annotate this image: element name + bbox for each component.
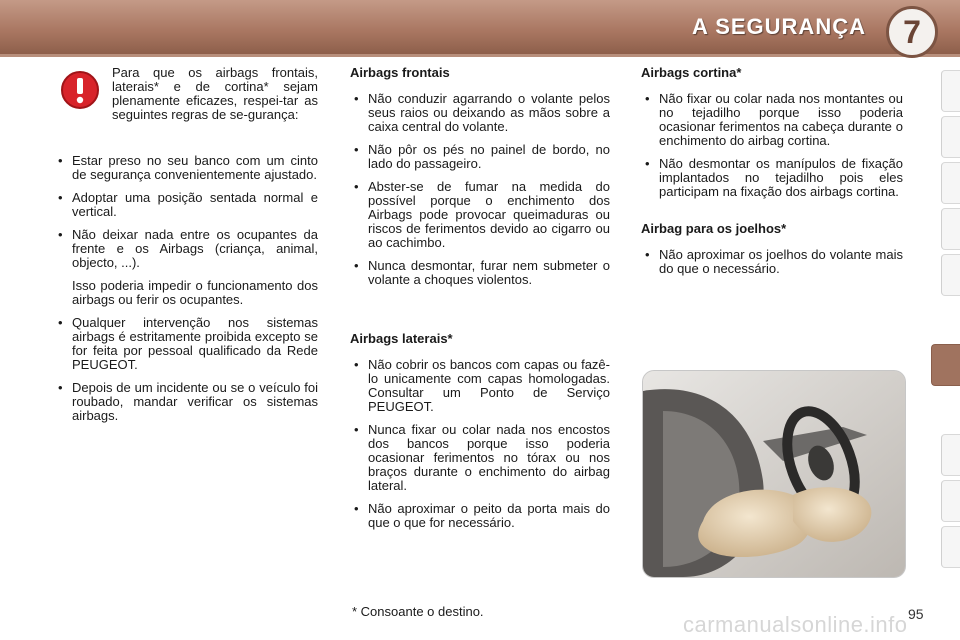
list-item: • Não aproximar os joelhos do volante mais do que o necessário. xyxy=(641,248,903,276)
knee-airbag-illustration xyxy=(642,370,906,578)
list-item: • Não deixar nada entre os ocupantes da frente e os Airbags (criança, animal, objecto, ...). xyxy=(54,228,318,270)
list-item: • Nunca desmontar, furar nem submeter o volante a choques violentos. xyxy=(350,259,610,287)
general-rules-list-2 xyxy=(54,316,318,423)
steering-wheel-airbag-illustration xyxy=(643,371,905,577)
chapter-tab[interactable] xyxy=(941,116,960,158)
general-rules-list xyxy=(54,154,318,270)
list-item: • Adoptar uma posição sentada normal e vertical. xyxy=(54,191,318,219)
frontal-airbags-list xyxy=(350,92,610,287)
chapter-tab[interactable] xyxy=(941,434,960,476)
chapter-tab[interactable] xyxy=(941,526,960,568)
general-rules-column xyxy=(54,154,318,432)
curtain-knee-column xyxy=(641,66,903,285)
footnote: * Consoante o destino. xyxy=(352,604,484,619)
chapter-title: A SEGURANÇA xyxy=(692,14,866,39)
frontal-airbags-heading: Airbags frontais xyxy=(350,65,450,80)
chapter-tab[interactable] xyxy=(941,162,960,204)
watermark: carmanualsonline.info xyxy=(683,612,908,637)
chapter-number-badge: 7 xyxy=(886,6,938,58)
curtain-airbags-list xyxy=(641,92,903,199)
header-divider xyxy=(0,54,960,57)
chapter-tabs xyxy=(938,70,960,570)
list-item: • Estar preso no seu banco com um cinto de segurança convenientemente ajustado. xyxy=(54,154,318,182)
list-item: • Não conduzir agarrando o volante pelos seus raios ou deixando as mãos sobre a caixa central do volante. xyxy=(350,92,610,134)
list-item: • Não desmontar os manípulos de fixação implantados no tejadilho pois eles participam na fixação dos airbags cortina. xyxy=(641,157,903,199)
lateral-airbags-heading: Airbags laterais* xyxy=(350,331,453,346)
list-item: • Qualquer intervenção nos sistemas airbags é estritamente proibida excepto se for feita por pessoal qualificado da Rede PEUGEOT. xyxy=(54,316,318,372)
frontal-lateral-column xyxy=(350,66,610,539)
spacer xyxy=(641,208,903,222)
chapter-tab[interactable] xyxy=(941,254,960,296)
list-item: • Depois de um incidente ou se o veículo foi roubado, mandar verificar os sistemas airbags. xyxy=(54,381,318,423)
chapter-tab-active[interactable] xyxy=(931,344,960,386)
lateral-airbags-list xyxy=(350,358,610,530)
intro-text: Para que os airbags frontais, laterais* e de cortina* sejam plenamente eficazes, respei-tar as seguintes regras de se-gurança: xyxy=(112,65,318,122)
chapter-tab[interactable] xyxy=(941,70,960,112)
warning-icon xyxy=(60,70,100,110)
spacer xyxy=(350,296,610,332)
chapter-tab[interactable] xyxy=(941,480,960,522)
list-item: • Não fixar ou colar nada nos montantes ou no tejadilho porque isso poderia ocasionar ferimentos na cabeça durante o enchimento do airbag cortina. xyxy=(641,92,903,148)
list-item: • Não pôr os pés no painel de bordo, no lado do passageiro. xyxy=(350,143,610,171)
chapter-tab[interactable] xyxy=(941,208,960,250)
knee-airbag-heading: Airbag para os joelhos* xyxy=(641,221,787,236)
rules-note: Isso poderia impedir o funcionamento dos airbags ou ferir os ocupantes. xyxy=(72,278,318,307)
list-item: • Não aproximar o peito da porta mais do que o que for necessário. xyxy=(350,502,610,530)
list-item: • Nunca fixar ou colar nada nos encostos dos bancos porque isso poderia ocasionar ferimentos no tórax ou nos braços durante o enchimento do airbag lateral. xyxy=(350,423,610,493)
list-item: • Não cobrir os bancos com capas ou fazê-lo unicamente com capas homologadas. Consultar um Ponto de Serviço PEUGEOT. xyxy=(350,358,610,414)
knee-airbag-list xyxy=(641,248,903,276)
list-item: • Abster-se de fumar na medida do possível porque o enchimento dos Airbags pode provocar queimaduras ou riscos de ferimentos devido ao cigarro ou ao cachimbo. xyxy=(350,180,610,250)
curtain-airbags-heading: Airbags cortina* xyxy=(641,65,742,80)
page-number: 95 xyxy=(908,606,924,622)
